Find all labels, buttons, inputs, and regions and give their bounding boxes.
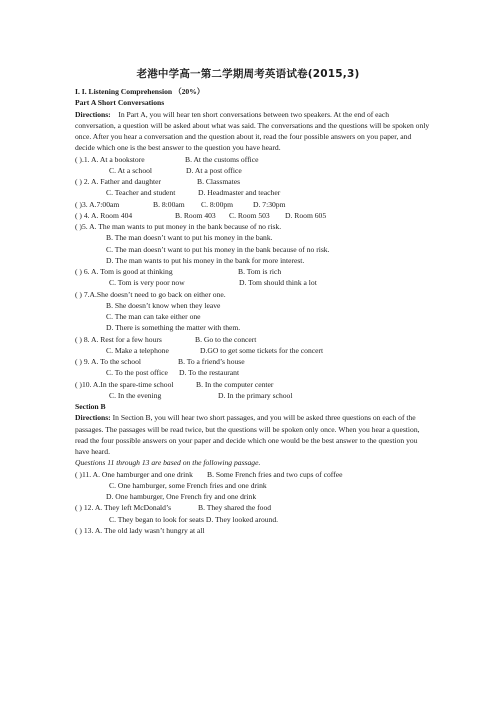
question-11-option-c: C. One hamburger, some French fries and one drink xyxy=(109,480,267,490)
option-b: B. Some French fries and two cups of coffee xyxy=(207,469,343,479)
option-a: ( ) 8. A. Rest for a few hours xyxy=(75,334,162,344)
option-d: D. Tom should think a lot xyxy=(239,278,317,288)
option-a: ( ) 9. A. To the school xyxy=(75,357,141,366)
question-9-row2 xyxy=(75,367,430,378)
option-d: D. Headmaster and teacher xyxy=(198,188,281,198)
option-a: ( ) 4. A. Room 404 xyxy=(75,210,133,220)
option-c: C. To the post office xyxy=(106,368,168,378)
question-13: ( ) 13. A. The old lady wasn’t hungry at all xyxy=(75,525,205,535)
question-3 xyxy=(75,199,430,210)
option-a: ( )3. A.7:00am xyxy=(75,199,120,209)
question-11-option-d: D. One hamburger, One French fry and one drink xyxy=(106,492,257,501)
option-c: C. Room 503 xyxy=(229,210,270,220)
question-1-row2 xyxy=(75,165,430,176)
option-b: B. They shared the food xyxy=(198,503,272,513)
question-8-row2 xyxy=(75,345,430,356)
option-b: B. Tom is rich xyxy=(238,267,282,276)
option-b: B. At the customs office xyxy=(185,154,259,164)
question-1 xyxy=(75,154,430,165)
option-c: C. Tom is very poor now xyxy=(109,278,185,288)
question-12 xyxy=(75,502,430,513)
option-c: C. In the evening xyxy=(109,390,162,400)
question-8 xyxy=(75,334,430,345)
option-a: ( ).1. A. At a bookstore xyxy=(75,154,145,164)
option-a: ( )11. A. One hamburger and one drink xyxy=(75,469,193,479)
option-d: D. Room 605 xyxy=(285,210,327,220)
page-title: 老港中学高一第二学期周考英语试卷(2015,3) xyxy=(136,68,360,80)
question-6 xyxy=(75,266,430,277)
section-heading: I. I. Listening Comprehension （20%） xyxy=(75,87,205,96)
directions-b xyxy=(75,412,430,457)
option-a: ( ) 6. A. Tom is good at thinking xyxy=(75,267,173,276)
question-5-option-b: B. The man doesn’t want to put his money in the bank. xyxy=(106,233,273,243)
question-2-row2 xyxy=(75,187,430,198)
option-a: ( ) 2. A. Father and daughter xyxy=(75,177,162,186)
directions-text: In Part A, you will hear ten short conversations between two speakers. At the end of each conversation, a question will be asked about what was said. The conversations and the questions will be spoken only once. After you hear a conversation and the question about it, read the four possible answers on you paper, and decide which one is the best answer to the question you have heard. xyxy=(75,109,430,153)
option-b: B. To a friend’s house xyxy=(178,357,245,366)
option-d: D. 7:30pm xyxy=(253,199,286,209)
directions-label: Directions: xyxy=(75,413,111,423)
question-7-option-b: B. She doesn’t know when they leave xyxy=(106,300,221,310)
directions-label: Directions: xyxy=(75,109,111,119)
passage-intro: Questions 11 through 13 are based on the following passage. xyxy=(75,458,261,468)
question-5-option-c: C. The man doesn’t want to put his money in the bank because of no risk. xyxy=(106,244,330,254)
option-b: B. In the computer center xyxy=(196,379,274,389)
option-c: C. Teacher and student xyxy=(106,188,176,198)
option-c: C. 8:00pm xyxy=(201,199,234,209)
option-b: B. Go to the concert xyxy=(195,334,257,344)
option-c: C. At a school xyxy=(109,165,153,175)
question-7-option-d: D. There is something the matter with them. xyxy=(106,323,241,333)
option-d: D. At a post office xyxy=(186,165,242,175)
question-4 xyxy=(75,210,430,221)
option-c: C. Make a telephone xyxy=(106,345,169,355)
question-11 xyxy=(75,469,430,480)
option-d: D. To the restaurant xyxy=(179,368,240,378)
option-d: D.GO to get some tickets for the concert xyxy=(200,345,324,355)
directions-text: In Section B, you will hear two short passages, and you will be asked three questions on each of the passages. The passages will be read twice, but the questions will be spoken only once. When you hear a question, read the four possible answers on your paper and decide which one would be the best answer to the question you have heard. xyxy=(75,413,420,456)
option-b: B. Classmates xyxy=(197,177,241,186)
question-7: ( ) 7.A.She doesn’t need to go back on either one. xyxy=(75,289,226,299)
exam-content xyxy=(75,86,430,536)
section-b-heading: Section B xyxy=(75,402,106,411)
question-5: ( )5. A. The man wants to put money in the bank because of no risk. xyxy=(75,222,282,231)
question-10-row2 xyxy=(75,390,430,401)
question-2 xyxy=(75,176,430,187)
question-7-option-c: C. The man can take either one xyxy=(106,312,201,321)
question-5-option-d: D. The man wants to put his money in the bank for more interest. xyxy=(106,255,305,265)
option-a: ( ) 12. A. They left McDonald’s xyxy=(75,503,172,513)
option-a: ( )10. A.In the spare-time school xyxy=(75,379,174,389)
part-heading: Part A Short Conversations xyxy=(75,98,165,108)
directions-a xyxy=(75,109,430,154)
option-b: B. 8:00am xyxy=(153,199,185,209)
question-12-row2: C. They began to look for seats D. They looked around. xyxy=(109,514,279,524)
option-d: D. In the primary school xyxy=(218,390,293,400)
question-6-row2 xyxy=(75,277,430,288)
question-10 xyxy=(75,379,430,390)
option-b: B. Room 403 xyxy=(175,210,216,220)
question-9 xyxy=(75,356,430,367)
